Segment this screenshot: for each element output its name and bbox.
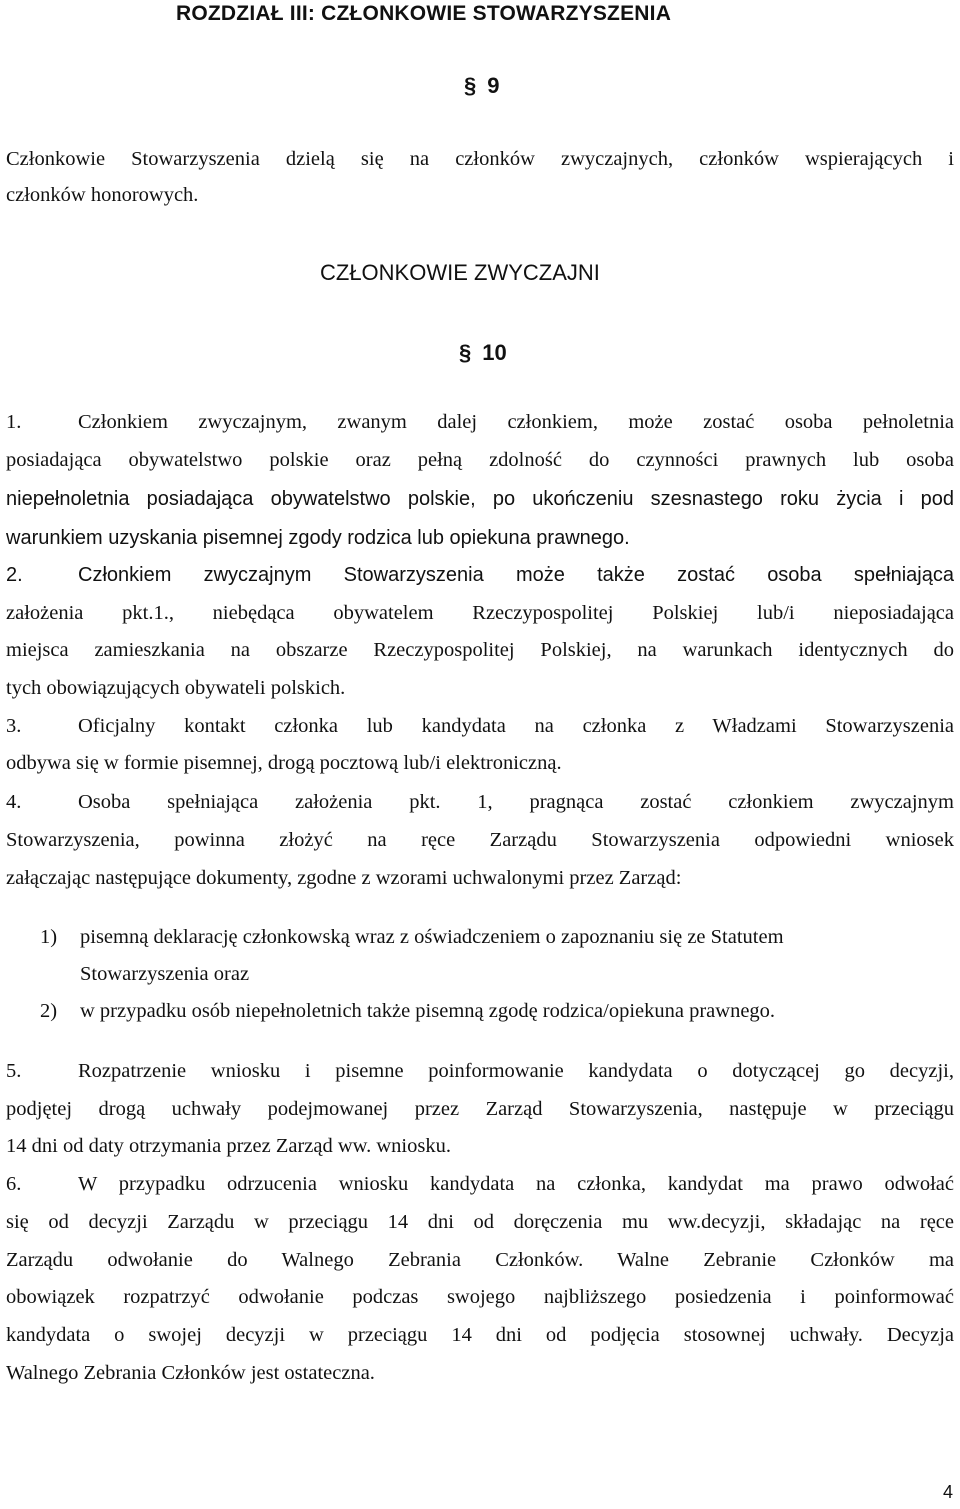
paragraph-6-line: kandydata o swojej decyzji w przeciągu 14 dni od podjęcia stosownej uchwały. Decyzja: [6, 1324, 954, 1346]
paragraph-6-line: Walnego Zebrania Członków jest ostateczna.: [6, 1362, 375, 1384]
section-9-text-line: członków honorowych.: [6, 184, 199, 206]
section-9-heading: [464, 73, 500, 99]
list-item-number: 2): [40, 1000, 58, 1022]
paragraph-4-line: załączając następujące dokumenty, zgodne z wzorami uchwalonymi przez Zarząd:: [6, 867, 682, 889]
paragraph-number: 6.: [6, 1173, 22, 1195]
paragraph-6-line: się od decyzji Zarządu w przeciągu 14 dni od doręczenia mu ww.decyzji, składając na ręce: [6, 1211, 954, 1233]
paragraph-1-line: warunkiem uzyskania pisemnej zgody rodzica lub opiekuna prawnego.: [6, 527, 630, 549]
paragraph-1-line: posiadająca obywatelstwo polskie oraz pełną zdolność do czynności prawnych lub osoba: [6, 449, 954, 471]
list-item-continuation: Stowarzyszenia oraz: [80, 963, 250, 985]
paragraph-4-line: 4. Osoba spełniająca założenia pkt. 1, pragnąca zostać członkiem zwyczajnym: [6, 791, 954, 813]
paragraph-6-line: 6. W przypadku odrzucenia wniosku kandydata na członka, kandydat ma prawo odwołać: [6, 1173, 954, 1195]
section-number: 10: [482, 340, 507, 365]
paragraph-number: 5.: [6, 1060, 22, 1082]
paragraph-6-line: obowiązek rozpatrzyć odwołanie podczas swojego najbliższego posiedzenia i poinformować: [6, 1286, 954, 1308]
paragraph-2-line: tych obowiązujących obywateli polskich.: [6, 677, 346, 699]
section-10-heading: [459, 340, 507, 366]
section-9-text-line: Członkowie Stowarzyszenia dzielą się na członków zwyczajnych, członków wspierających i: [6, 148, 954, 170]
paragraph-1-line: niepełnoletnia posiadająca obywatelstwo polskie, po ukończeniu szesnastego roku życia i pod: [6, 488, 954, 510]
section-symbol: §: [464, 73, 477, 98]
paragraph-5-line: 14 dni od daty otrzymania przez Zarząd ww. wniosku.: [6, 1135, 451, 1157]
paragraph-number: 3.: [6, 715, 22, 737]
paragraph-2-line: 2. Członkiem zwyczajnym Stowarzyszenia może także zostać osoba spełniająca: [6, 564, 954, 586]
paragraph-1-line: 1. Członkiem zwyczajnym, zwanym dalej członkiem, może zostać osoba pełnoletnia: [6, 411, 954, 433]
section-number: 9: [487, 73, 500, 98]
chapter-title: ROZDZIAŁ III: CZŁONKOWIE STOWARZYSZENIA: [176, 2, 672, 25]
paragraph-2-line: miejsca zamieszkania na obszarze Rzeczypospolitej Polskiej, na warunkach identycznych do: [6, 639, 954, 661]
paragraph-number: 4.: [6, 791, 22, 813]
paragraph-number: 2.: [6, 564, 23, 586]
subheading: CZŁONKOWIE ZWYCZAJNI: [320, 260, 600, 285]
paragraph-number: 1.: [6, 411, 22, 433]
list-item: 2) w przypadku osób niepełnoletnich także pisemną zgodę rodzica/opiekuna prawnego.: [40, 1000, 776, 1022]
list-item: 1) pisemną deklarację członkowską wraz z oświadczeniem o zapoznaniu się ze Statutem: [40, 926, 784, 948]
paragraph-5-line: 5. Rozpatrzenie wniosku i pisemne poinformowanie kandydata o dotyczącej go decyzji,: [6, 1060, 954, 1082]
list-item-number: 1): [40, 926, 58, 948]
paragraph-2-line: założenia pkt.1., niebędąca obywatelem Rzeczypospolitej Polskiej lub/i nieposiadająca: [6, 602, 954, 624]
paragraph-6-line: Zarządu odwołanie do Walnego Zebrania Członków. Walne Zebranie Członków ma: [6, 1249, 954, 1271]
paragraph-3-line: 3. Oficjalny kontakt członka lub kandydata na członka z Władzami Stowarzyszenia: [6, 715, 954, 737]
paragraph-5-line: podjętej drogą uchwały podejmowanej przez Zarząd Stowarzyszenia, następuje w przeciągu: [6, 1098, 954, 1120]
page-number: 4: [943, 1482, 954, 1502]
paragraph-3-line: odbywa się w formie pisemnej, drogą pocztową lub/i elektroniczną.: [6, 752, 562, 774]
section-symbol: §: [459, 340, 472, 365]
paragraph-4-line: Stowarzyszenia, powinna złożyć na ręce Zarządu Stowarzyszenia odpowiedni wniosek: [6, 829, 954, 851]
